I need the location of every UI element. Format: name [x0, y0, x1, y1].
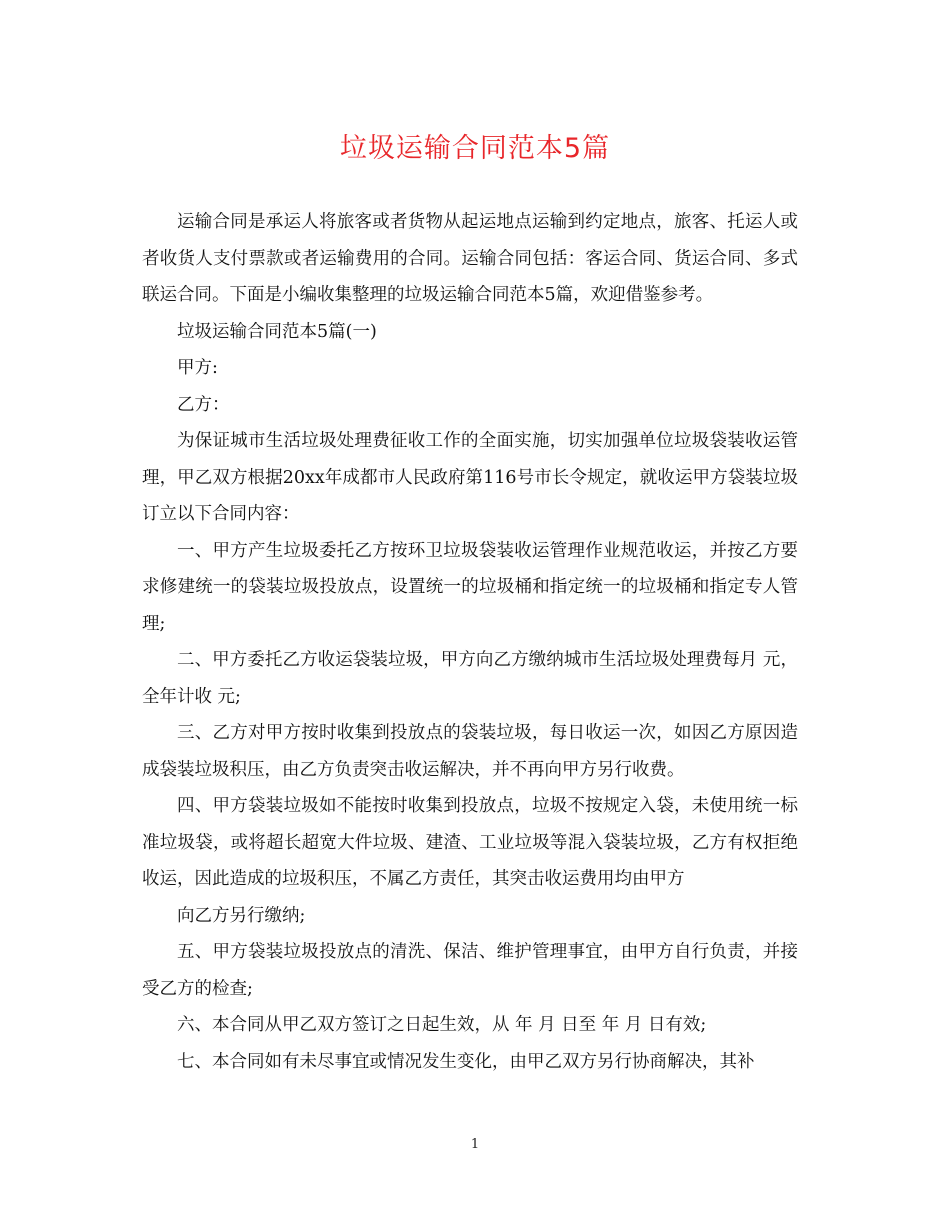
intro-paragraph: 运输合同是承运人将旅客或者货物从起运地点运输到约定地点，旅客、托运人或者收货人支付票款或者运输费用的合同。运输合同包括：客运合同、货运合同、多式联运合同。下面是小编收集整理的垃圾运输合同范本5篇，欢迎借鉴参考。	[142, 212, 798, 305]
page-number: 1	[470, 1137, 480, 1152]
clause-5: 五、甲方袋装垃圾投放点的清洗、保洁、维护管理事宜，由甲方自行负责，并接受乙方的检查;	[142, 942, 798, 999]
party-a-line: 甲方:	[177, 358, 218, 378]
clause-2: 二、甲方委托乙方收运袋装垃圾，甲方向乙方缴纳城市生活垃圾处理费每月 元，全年计收 元;	[142, 650, 798, 707]
preamble-paragraph: 为保证城市生活垃圾处理费征收工作的全面实施，切实加强单位垃圾袋装收运管理，甲乙双方根据20xx年成都市人民政府第116号市长令规定，就收运甲方袋装垃圾订立以下合同内容：	[142, 431, 798, 524]
section-heading: 垃圾运输合同范本5篇(一)	[177, 321, 377, 342]
document-title: 垃圾运输合同范本5篇	[339, 133, 611, 164]
clause-3: 三、乙方对甲方按时收集到投放点的袋装垃圾，每日收运一次，如因乙方原因造成袋装垃圾积压，由乙方负责突击收运解决，并不再向甲方另行收费。	[142, 723, 798, 780]
clause-4-continued: 向乙方另行缴纳;	[177, 905, 306, 926]
document-body	[142, 204, 798, 1080]
clause-1: 一、甲方产生垃圾委托乙方按环卫垃圾袋装收运管理作业规范收运，并按乙方要求修建统一的袋装垃圾投放点，设置统一的垃圾桶和指定统一的垃圾桶和指定专人管理;	[142, 540, 798, 634]
clause-6: 六、本合同从甲乙双方签订之日起生效，从 年 月 日至 年 月 日有效;	[177, 1015, 707, 1035]
party-b-line: 乙方：	[177, 394, 230, 415]
clause-4: 四、甲方袋装垃圾如不能按时收集到投放点，垃圾不按规定入袋，未使用统一标准垃圾袋，或将超长超宽大件垃圾、建渣、工业垃圾等混入袋装垃圾，乙方有权拒绝收运，因此造成的垃圾积压，不属乙方责任，其突击收运费用均由甲方	[142, 796, 798, 889]
clause-7: 七、本合同如有未尽事宜或情况发生变化，由甲乙双方另行协商解决，其补	[177, 1051, 755, 1072]
